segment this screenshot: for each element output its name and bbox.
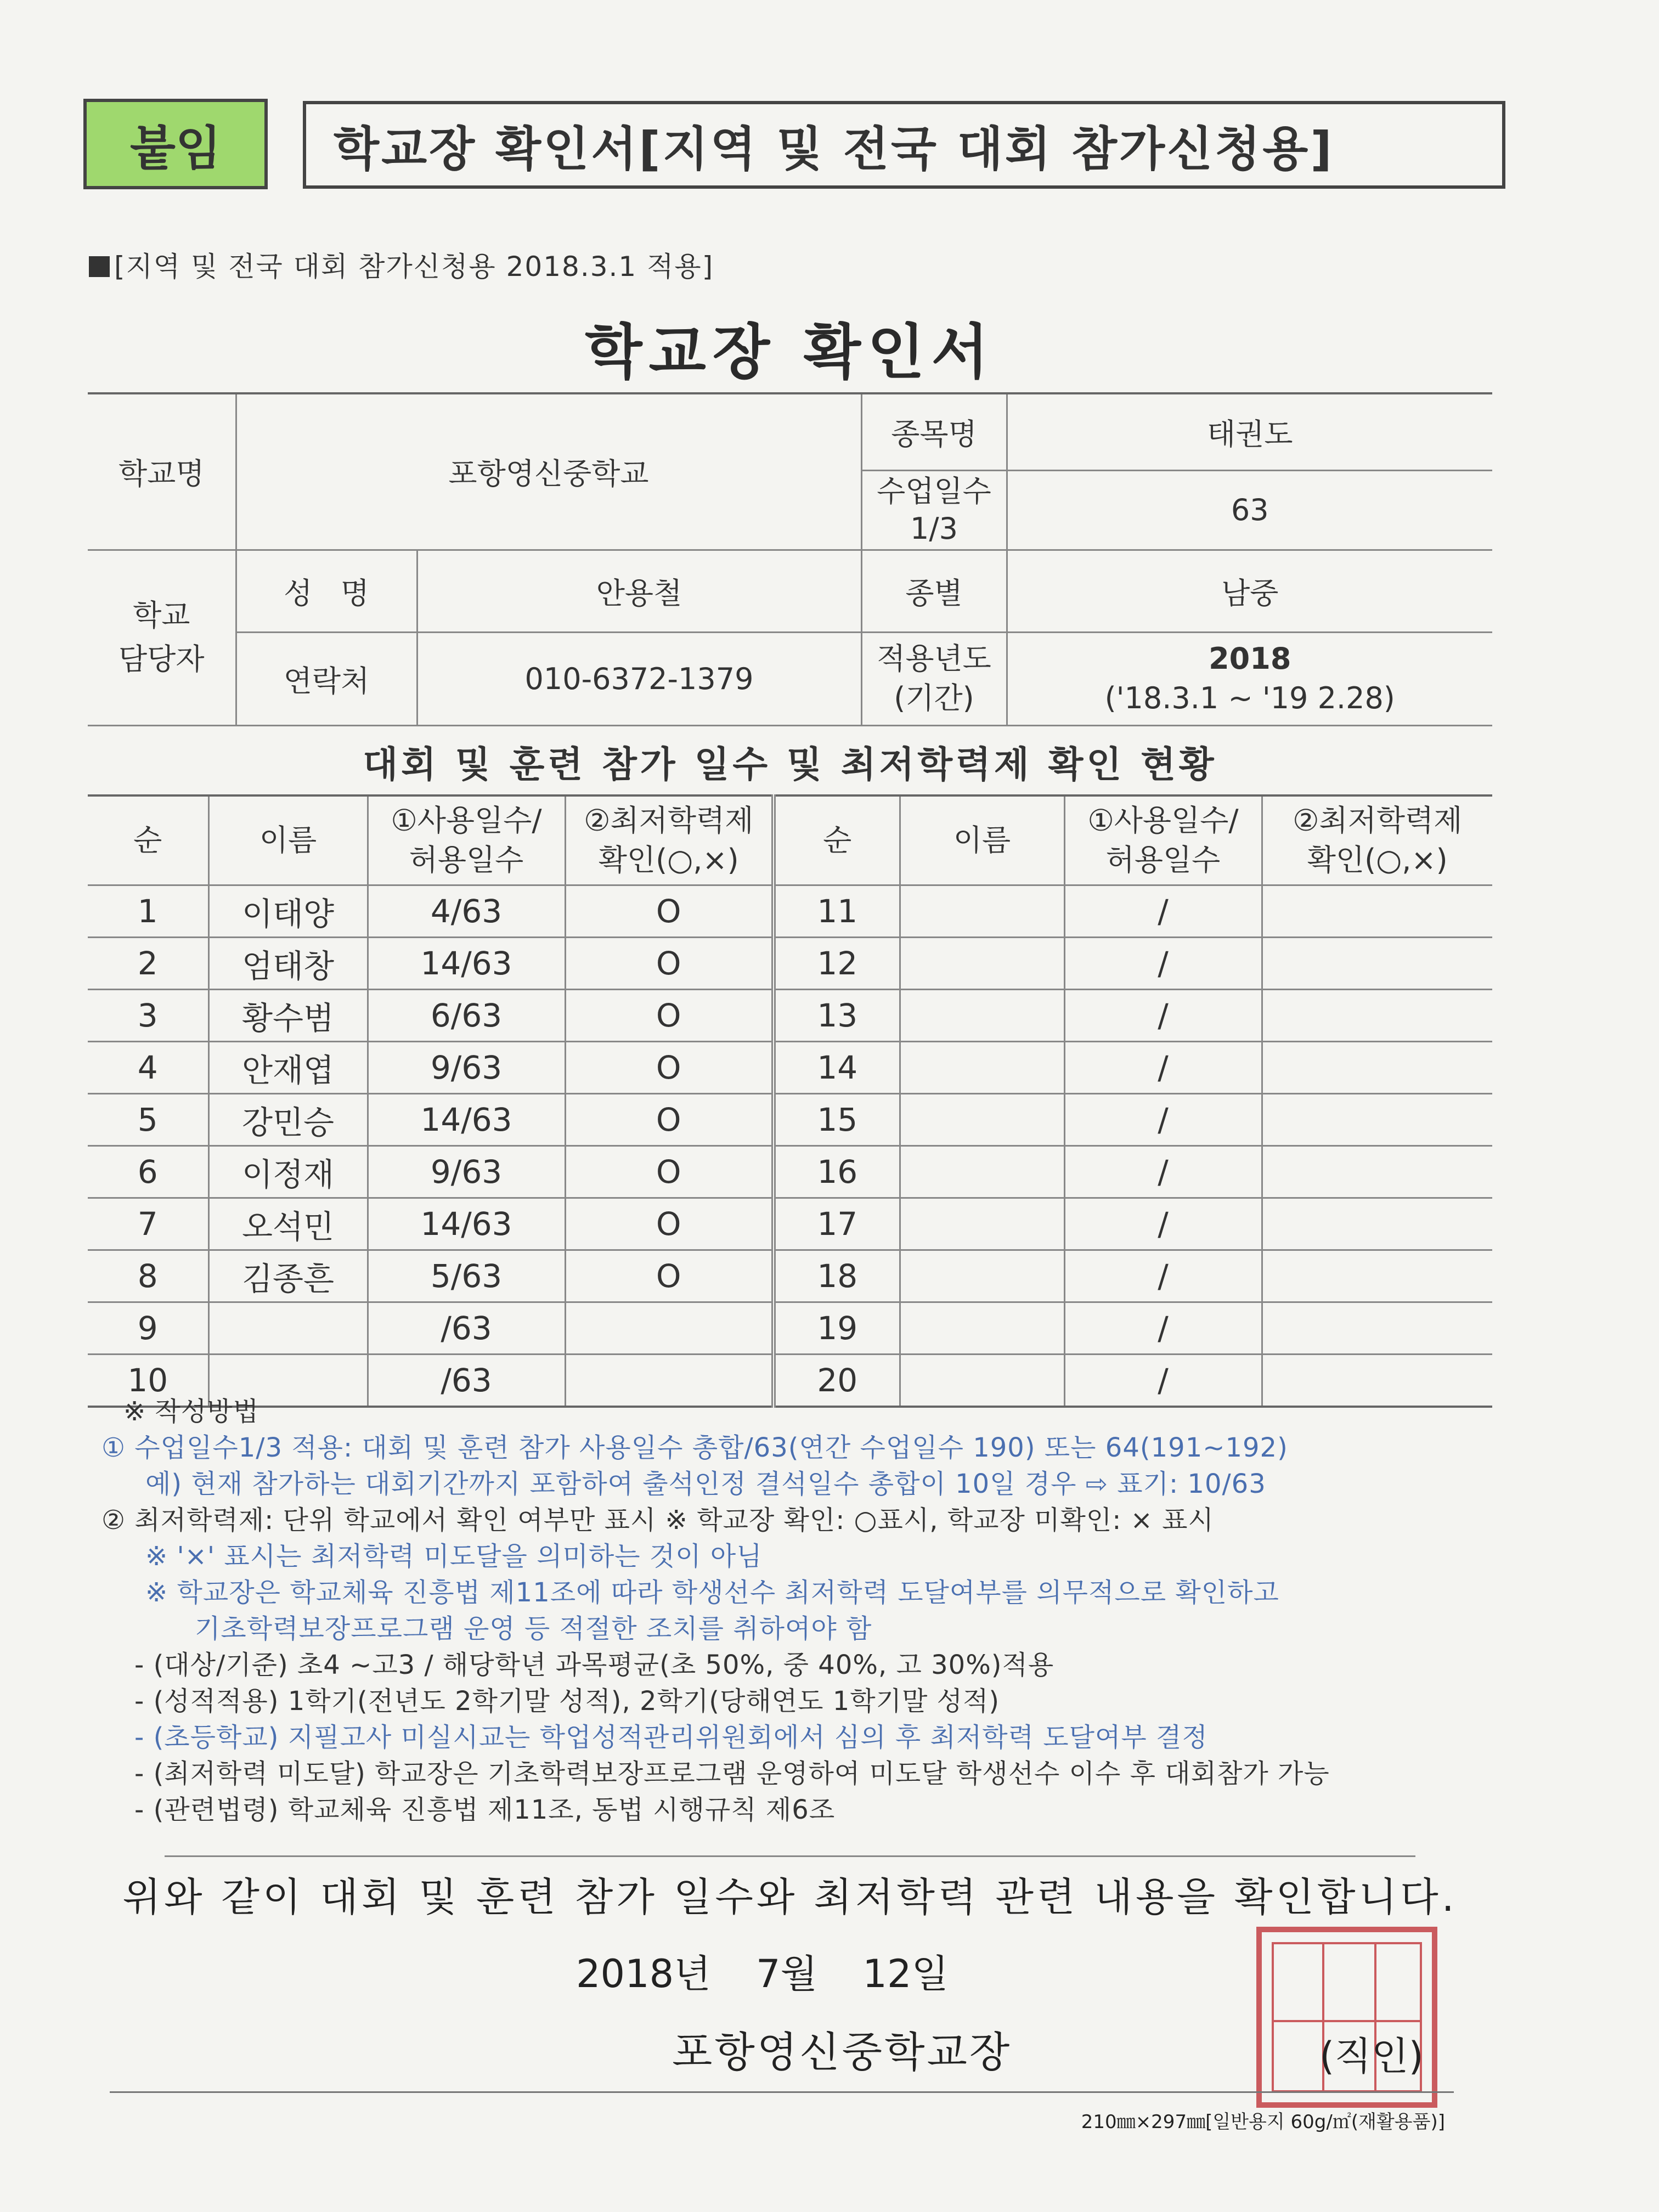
period-label-line1: 적용년도: [877, 641, 991, 676]
row-no: 7: [88, 1198, 208, 1250]
note-line: 예) 현재 참가하는 대회기간까지 포함하여 출석인정 결석일수 총합이 10일 경우 ⇨ 표기: 10/63: [145, 1469, 1266, 1499]
header-min-academic: [565, 795, 774, 885]
school-name-label: 학교명: [88, 393, 236, 550]
row-name: [900, 1302, 1064, 1355]
row-check: [565, 1302, 774, 1355]
roster-header-row: [88, 795, 1492, 885]
period-label-line2: (기간): [894, 681, 974, 715]
table-row: [88, 1042, 1492, 1094]
attachment-tag: 붙임: [83, 99, 268, 189]
row-name: [900, 1198, 1064, 1250]
row-days: 6/63: [368, 990, 565, 1042]
seal-label: (직인): [1319, 2034, 1424, 2079]
row-check: O: [565, 885, 774, 938]
table-row: [88, 1094, 1492, 1146]
row-no: 9: [88, 1302, 208, 1355]
header-used-days-line1: ①사용일수/: [391, 803, 542, 838]
page-title: 학교장 확인서: [585, 318, 995, 387]
instructions-notes: [101, 1393, 1500, 1828]
contact-group-label: [88, 550, 236, 725]
row-no: 14: [774, 1042, 900, 1094]
row-no: 6: [88, 1146, 208, 1198]
row-no: 10: [88, 1355, 208, 1407]
row-days: /: [1064, 1146, 1262, 1198]
phone-label: 연락처: [236, 632, 417, 725]
row-no: 20: [774, 1355, 900, 1407]
phone-value: 010-6372-1379: [417, 632, 861, 725]
row-days: /: [1064, 938, 1262, 990]
note-line: - (대상/기준) 초4 ~고3 / 해당학년 과목평균(초 50%, 중 40%, 고 30%)적용: [134, 1650, 1054, 1680]
header-used-days: [368, 795, 565, 885]
row-name: 안재엽: [208, 1042, 368, 1094]
row-name: 이정재: [208, 1146, 368, 1198]
row-check: [1262, 1094, 1492, 1146]
header-min-academic-line2: 확인(○,×): [598, 843, 739, 877]
row-check: O: [565, 1042, 774, 1094]
row-check: O: [565, 1250, 774, 1302]
row-no: 12: [774, 938, 900, 990]
row-name: 오석민: [208, 1198, 368, 1250]
row-no: 5: [88, 1094, 208, 1146]
row-name: [900, 885, 1064, 938]
row-check: O: [565, 990, 774, 1042]
table-row: [88, 1250, 1492, 1302]
row-days: 14/63: [368, 938, 565, 990]
header-used-days-right: [1064, 795, 1262, 885]
row-days: /: [1064, 1094, 1262, 1146]
row-days: 4/63: [368, 885, 565, 938]
row-check: [1262, 1146, 1492, 1198]
footer-divider: [110, 2091, 1454, 2093]
notice-text: [지역 및 전국 대회 참가신청용 2018.3.1 적용]: [114, 251, 714, 283]
seal-divider: [1272, 2020, 1422, 2022]
table-row: [88, 1302, 1492, 1355]
section-title: 대회 및 훈련 참가 일수 및 최저학력제 확인 현황: [363, 743, 1217, 786]
row-no: 15: [774, 1094, 900, 1146]
row-check: [1262, 938, 1492, 990]
confirmation-statement: 위와 같이 대회 및 훈련 참가 일수와 최저학력 관련 내용을 확인합니다.: [122, 1874, 1458, 1920]
participation-roster-table: [88, 794, 1492, 1408]
row-name: [900, 990, 1064, 1042]
row-days: /: [1064, 1250, 1262, 1302]
contact-group-line2: 담당자: [119, 642, 205, 676]
row-name: [900, 938, 1064, 990]
row-no: 17: [774, 1198, 900, 1250]
row-days: /63: [368, 1302, 565, 1355]
note-line: - (성적적용) 1학기(전년도 2학기말 성적), 2학기(당해연도 1학기말 성적): [134, 1686, 1000, 1717]
row-days: /63: [368, 1355, 565, 1407]
issue-date: 2018년 7월 12일: [576, 1951, 949, 1996]
row-days: /: [1064, 990, 1262, 1042]
row-days: /: [1064, 1042, 1262, 1094]
note-line: - (최저학력 미도달) 학교장은 기초학력보장프로그램 운영하여 미도달 학생선수 이수 후 대회참가 가능: [134, 1758, 1330, 1789]
header-min-academic-right-line2: 확인(○,×): [1307, 843, 1448, 877]
row-name: 이태양: [208, 885, 368, 938]
class-days-value: 63: [1007, 470, 1492, 550]
note-line: ① 수업일수1/3 적용: 대회 및 훈련 참가 사용일수 총합/63(연간 수업일수 190) 또는 64(191~192): [101, 1432, 1288, 1463]
table-row: [88, 938, 1492, 990]
document-header-title: 학교장 확인서[지역 및 전국 대회 참가신청용]: [303, 101, 1505, 189]
row-days: /: [1064, 885, 1262, 938]
event-value: 태권도: [1007, 393, 1492, 470]
header-name-right: 이름: [900, 795, 1064, 885]
row-check: [1262, 990, 1492, 1042]
notes-divider: [165, 1855, 1415, 1857]
form-notice: [89, 245, 714, 284]
row-no: 8: [88, 1250, 208, 1302]
row-days: 9/63: [368, 1042, 565, 1094]
person-name-label: 성 명: [236, 550, 417, 632]
division-label: 종별: [861, 550, 1007, 632]
class-days-label-line2: 1/3: [910, 511, 958, 546]
row-days: 14/63: [368, 1198, 565, 1250]
header-min-academic-line1: ②최저학력제: [584, 803, 754, 838]
row-days: 9/63: [368, 1146, 565, 1198]
header-used-days-right-line1: ①사용일수/: [1087, 803, 1239, 838]
row-days: /: [1064, 1198, 1262, 1250]
row-no: 13: [774, 990, 900, 1042]
note-line: ② 최저학력제: 단위 학교에서 확인 여부만 표시 ※ 학교장 확인: ○표시, 학교장 미확인: × 표시: [101, 1505, 1214, 1536]
period-range: ('18.3.1 ~ '19 2.28): [1104, 681, 1395, 715]
row-no: 2: [88, 938, 208, 990]
row-days: 14/63: [368, 1094, 565, 1146]
header-name: 이름: [208, 795, 368, 885]
paper-spec: 210㎜×297㎜[일반용지 60g/㎡(재활용품)]: [1081, 2111, 1445, 2133]
row-name: [900, 1146, 1064, 1198]
period-value: [1007, 632, 1492, 725]
division-value: 남중: [1007, 550, 1492, 632]
header-no-right: 순: [774, 795, 900, 885]
person-name-value: 안용철: [417, 550, 861, 632]
row-no: 16: [774, 1146, 900, 1198]
row-no: 4: [88, 1042, 208, 1094]
header-no: 순: [88, 795, 208, 885]
row-name: [900, 1094, 1064, 1146]
row-check: O: [565, 1198, 774, 1250]
row-name: [208, 1302, 368, 1355]
row-check: [1262, 1302, 1492, 1355]
row-check: [1262, 885, 1492, 938]
row-check: [1262, 1250, 1492, 1302]
principal-signature: 포항영신중학교장: [672, 2028, 1012, 2076]
table-row: [88, 1146, 1492, 1198]
school-name-value: 포항영신중학교: [236, 393, 861, 550]
note-line: 기초학력보장프로그램 운영 등 적절한 조치를 취하여야 함: [195, 1613, 872, 1644]
class-days-label: [861, 470, 1007, 550]
note-line: ※ 학교장은 학교체육 진흥법 제11조에 따라 학생선수 최저학력 도달여부를 의무적으로 확인하고: [145, 1577, 1279, 1608]
header-used-days-line2: 허용일수: [409, 843, 524, 877]
row-name: 황수범: [208, 990, 368, 1042]
row-check: [1262, 1042, 1492, 1094]
table-row: [88, 885, 1492, 938]
row-days: /: [1064, 1302, 1262, 1355]
header-used-days-right-line2: 허용일수: [1105, 843, 1221, 877]
period-year: 2018: [1209, 641, 1291, 676]
row-days: 5/63: [368, 1250, 565, 1302]
header-min-academic-right: [1262, 795, 1492, 885]
row-check: [1262, 1198, 1492, 1250]
period-label: [861, 632, 1007, 725]
row-name: [900, 1042, 1064, 1094]
row-days: /: [1064, 1355, 1262, 1407]
row-no: 1: [88, 885, 208, 938]
note-line: - (관련법령) 학교체육 진흥법 제11조, 동법 시행규칙 제6조: [134, 1795, 836, 1825]
square-bullet-icon: [89, 256, 110, 277]
row-check: O: [565, 1094, 774, 1146]
event-label: 종목명: [861, 393, 1007, 470]
row-no: 3: [88, 990, 208, 1042]
school-info-table: [88, 392, 1492, 726]
note-line: - (초등학교) 지필고사 미실시교는 학업성적관리위원회에서 심의 후 최저학력 도달여부 결정: [134, 1722, 1208, 1753]
row-no: 18: [774, 1250, 900, 1302]
row-name: 김종흔: [208, 1250, 368, 1302]
table-row: [88, 990, 1492, 1042]
note-line: ※ '×' 표시는 최저학력 미도달을 의미하는 것이 아님: [145, 1541, 763, 1572]
row-check: O: [565, 1146, 774, 1198]
header-min-academic-right-line1: ②최저학력제: [1293, 803, 1463, 838]
row-check: O: [565, 938, 774, 990]
row-name: [900, 1250, 1064, 1302]
row-name: 강민승: [208, 1094, 368, 1146]
row-no: 11: [774, 885, 900, 938]
contact-group-line1: 학교: [133, 598, 190, 633]
note-heading: ※ 작성방법: [123, 1396, 259, 1427]
table-row: [88, 1198, 1492, 1250]
class-days-label-line1: 수업일수: [877, 473, 991, 509]
row-name: 엄태창: [208, 938, 368, 990]
row-no: 19: [774, 1302, 900, 1355]
